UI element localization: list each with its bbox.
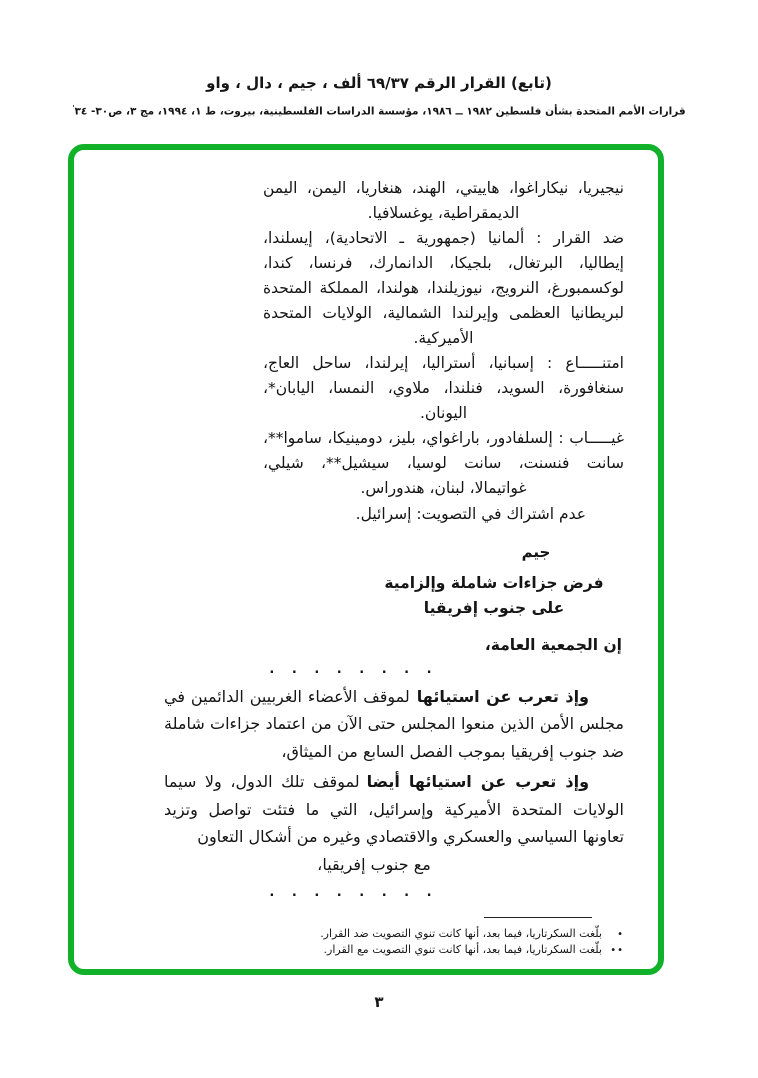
ellipsis-line: . . . . . . . . xyxy=(269,661,433,677)
ellipsis-line: . . . . . . . . xyxy=(269,885,433,900)
paragraph-text: لموقف الأعضاء الغربيين الدائمين في مجلس الأمن الذين منعوا المجلس حتى الآن من اعتماد جزاءات شاملة ضد جنوب إفريقيا بموجب الفصل السابع من الميثاق، xyxy=(164,686,624,761)
document-source-citation xyxy=(0,102,758,119)
vote-entry-label: ضد القرار : xyxy=(536,228,624,247)
vote-entry-text: ألمانيا (جمهورية ـ الاتحادية)، إيسلندا، إيطاليا، البرتغال، بلجيكا، الدانمارك، فرنسا، كندا، لوكسمبورغ، النرويج، نيوزيلندا، هولندا، المملكة المتحدة لبريطانيا العظمى وإيرلندا الشمالية، الولايات المتحدة الأميركية. xyxy=(263,228,624,347)
vote-entry-for-continuation xyxy=(263,176,624,226)
highlighted-content-frame xyxy=(68,144,664,975)
citation-note-mark: ' xyxy=(72,104,75,112)
vote-entry-text: إسبانيا، أستراليا، إيرلندا، ساحل العاج، سنغافورة، السويد، فنلندا، ملاوي، النمسا، اليابان*، اليونان. xyxy=(263,353,624,422)
footnote-text: بلّغت السكرتاريا، فيما بعد، أنها كانت تنوي التصويت ضد القرار. xyxy=(320,927,602,940)
vote-entry-label: غيـــــاب : xyxy=(558,428,624,447)
footnote-text: بلّغت السكرتاريا، فيما بعد، أنها كانت تنوي التصويت مع القرار. xyxy=(323,942,602,956)
section-letter-heading: جيم xyxy=(521,542,551,561)
vote-entry-text: نيجيريا، نيكاراغوا، هاييتي، الهند، هنغاريا، اليمن، اليمن الديمقراطية، يوغسلافيا. xyxy=(263,178,624,222)
document-title: (تابع) القرار الرقم ٦٩/٣٧ ألف ، جيم ، دال ، واو xyxy=(206,74,552,92)
vote-entry-abstain xyxy=(263,351,624,426)
footnote-item xyxy=(104,927,624,943)
footnote-bullet-icon: •• xyxy=(610,944,624,956)
footnote-item xyxy=(104,943,624,959)
citation-text: قرارات الأمم المتحدة بشأن فلسطين ١٩٨٢ ــ ١٩٨٦، مؤسسة الدراسات الفلسطينية، بيروت، ط ١، ١٩٩٤، مج ٣، ص٣٠- ٣٤ xyxy=(74,105,686,118)
footnote-bullet-icon: • xyxy=(617,929,624,940)
section-title-line2: على جنوب إفريقيا xyxy=(423,598,565,617)
paragraph-lead: وإذ تعرب عن استيائها xyxy=(416,686,589,706)
paragraph-tail-line: مع جنوب إفريقيا، xyxy=(317,854,431,874)
vote-entry-text: إلسلفادور، باراغواي، بليز، دومينيكا، ساموا**، سانت فنسنت، سانت لوسيا، سيشيل**، شيلي، غواتيمالا، لبنان، هندوراس. xyxy=(263,428,624,497)
paragraph-lead: وإذ تعرب عن استيائها أيضا xyxy=(366,772,590,791)
operative-paragraph xyxy=(164,683,624,766)
vote-entry-against xyxy=(263,226,624,351)
preamble-line: إن الجمعية العامة، xyxy=(484,635,622,654)
page-number: ٣ xyxy=(374,992,384,1011)
operative-paragraph xyxy=(164,768,624,851)
vote-results-list xyxy=(263,176,624,501)
section-title-line1: فرض جزاءات شاملة وإلزامية xyxy=(384,573,604,592)
page-header xyxy=(0,0,758,119)
non-participation-line: عدم اشتراك في التصويت: إسرائيل. xyxy=(355,504,586,523)
paragraph-text: لموقف تلك الدول، ولا سيما الولايات المتحدة الأميركية وإسرائيل، التي ما فتئت تواصل وتزيد تعاونها السياسي والعسكري والاقتصادي وغيره من أشكال التعاون xyxy=(164,772,624,846)
vote-entry-absent xyxy=(263,426,624,501)
vote-entry-label: امتنـــــاع : xyxy=(547,353,624,372)
footnote-separator-rule xyxy=(484,917,592,918)
